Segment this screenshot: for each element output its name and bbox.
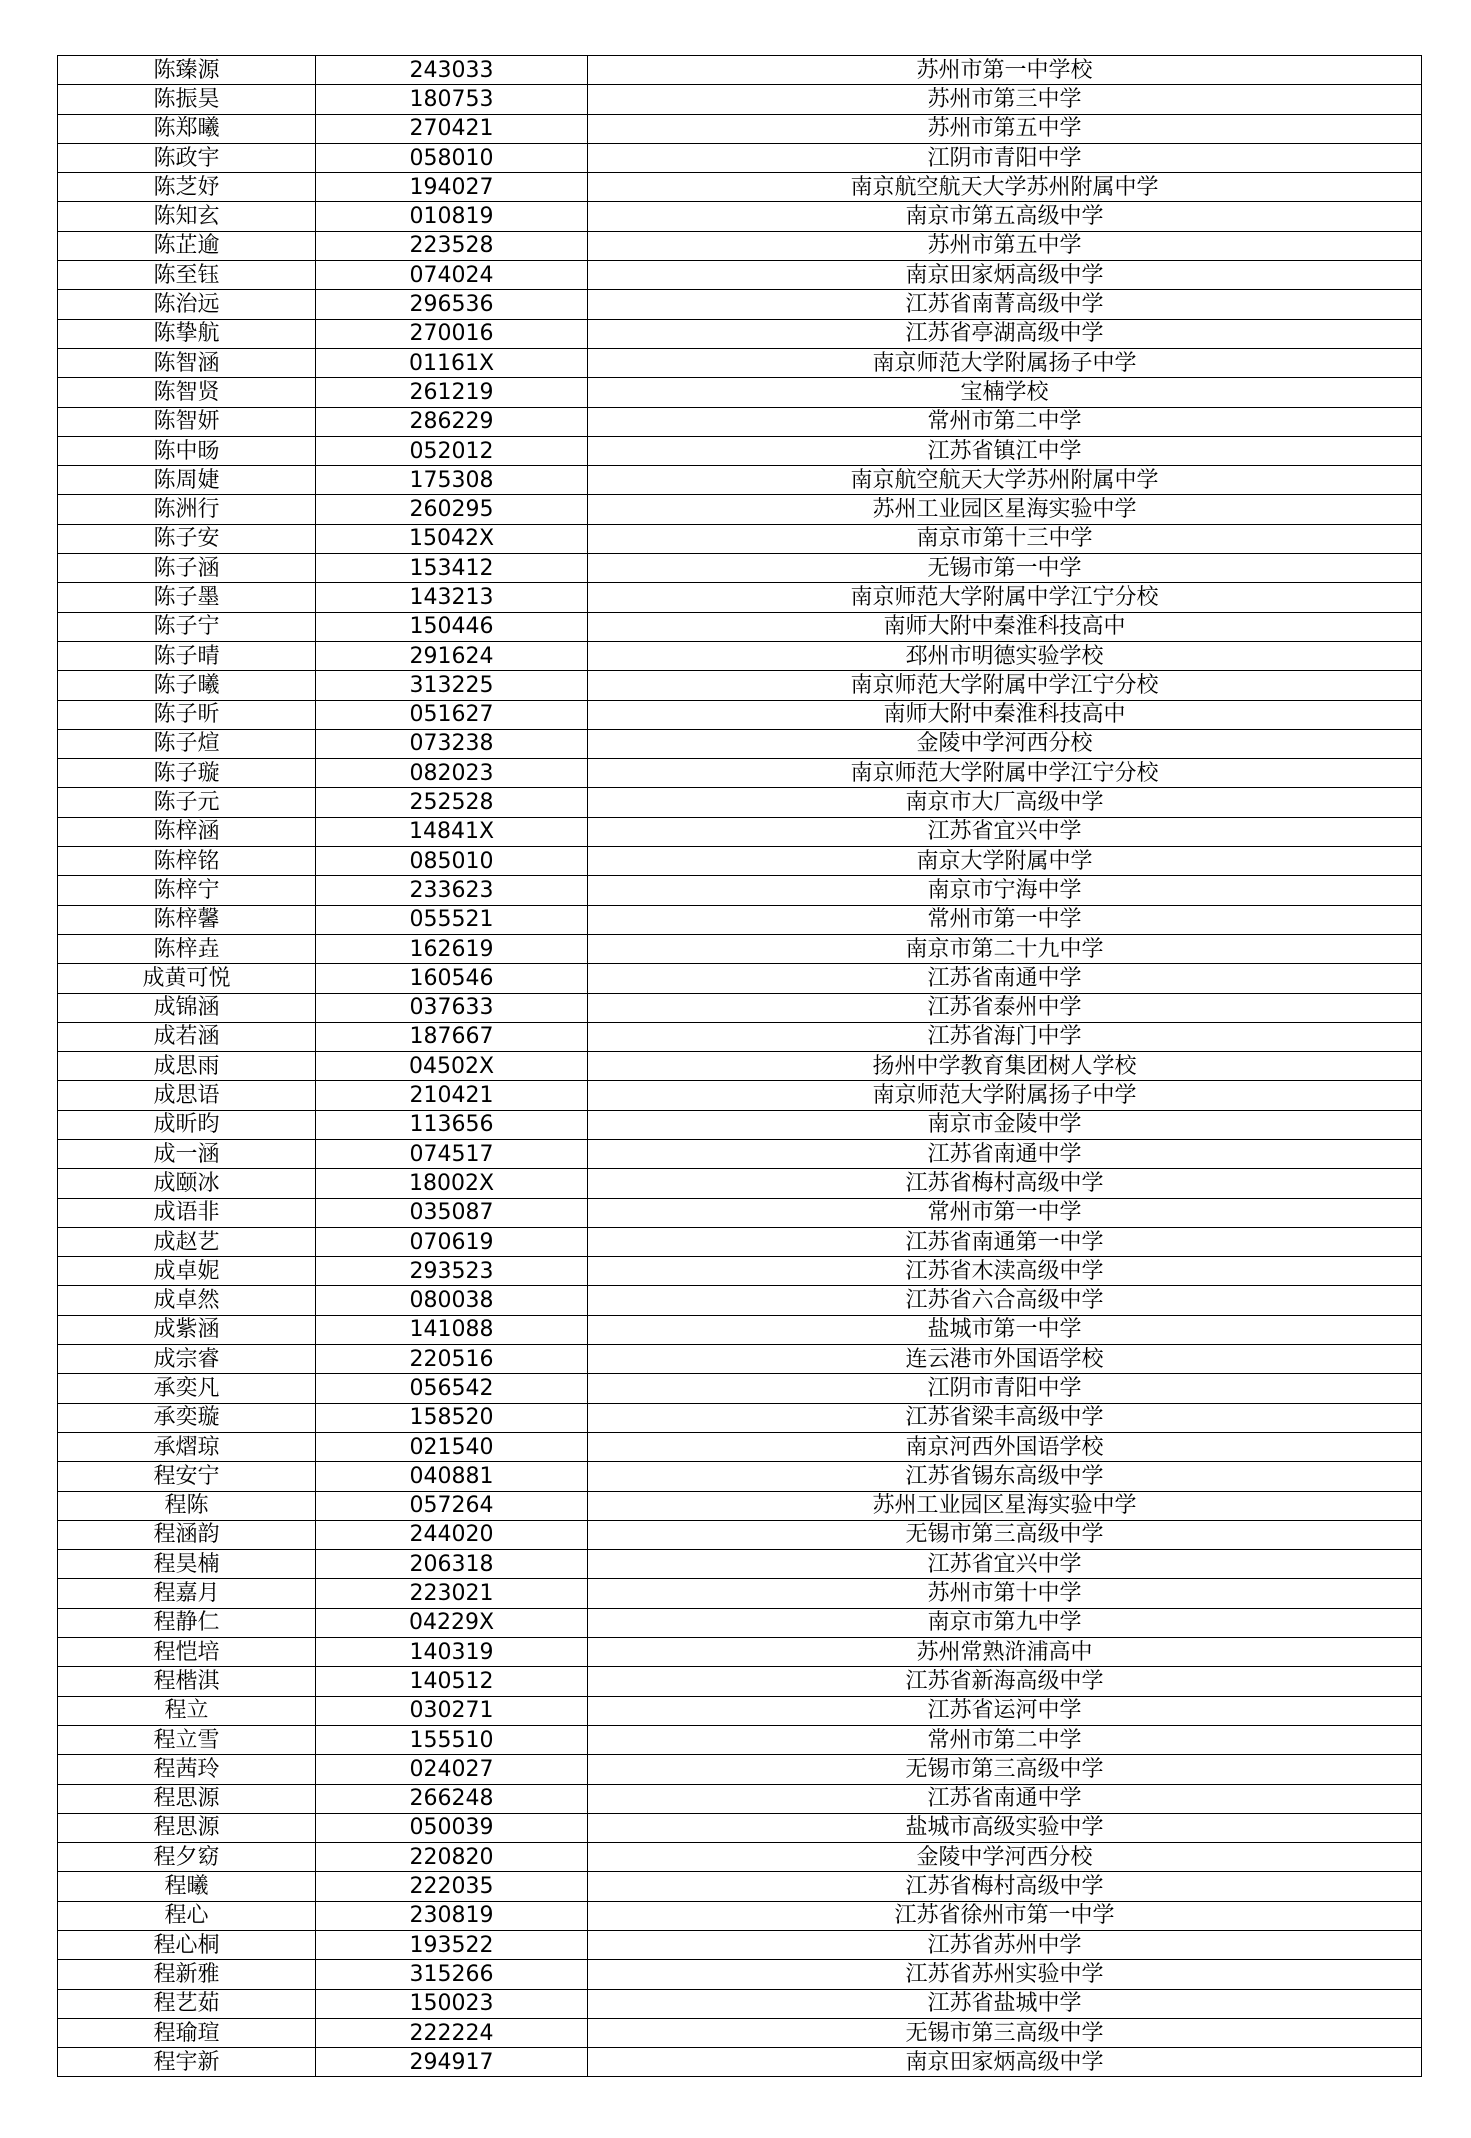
student-name-cell: 陈智妍: [58, 407, 316, 436]
student-id-cell: 155510: [316, 1725, 588, 1754]
student-name-cell: 陈子涵: [58, 554, 316, 583]
school-name-cell: 苏州市第五中学: [588, 231, 1422, 260]
table-row: [58, 1813, 1422, 1842]
school-name-cell: 宝楠学校: [588, 378, 1422, 407]
student-id-cell: 150023: [316, 1989, 588, 2018]
table-row: [58, 1843, 1422, 1872]
student-id-cell: 070619: [316, 1227, 588, 1256]
student-name-cell: 陈挚航: [58, 319, 316, 348]
school-name-cell: 江苏省徐州市第一中学: [588, 1901, 1422, 1930]
table-row: [58, 436, 1422, 465]
student-list-table: [57, 55, 1422, 2077]
student-id-cell: 270421: [316, 114, 588, 143]
table-row: [58, 173, 1422, 202]
student-id-cell: 230819: [316, 1901, 588, 1930]
student-name-cell: 程新雅: [58, 1960, 316, 1989]
school-name-cell: 南京市第十三中学: [588, 524, 1422, 553]
school-name-cell: 江苏省新海高级中学: [588, 1667, 1422, 1696]
table-row: [58, 1227, 1422, 1256]
table-row: [58, 1403, 1422, 1432]
school-name-cell: 无锡市第三高级中学: [588, 1520, 1422, 1549]
student-id-cell: 074517: [316, 1139, 588, 1168]
student-name-cell: 程瑜瑄: [58, 2018, 316, 2047]
student-name-cell: 程楷淇: [58, 1667, 316, 1696]
student-name-cell: 成卓妮: [58, 1257, 316, 1286]
table-row: [58, 1315, 1422, 1344]
student-name-cell: 陈芷逾: [58, 231, 316, 260]
student-id-cell: 140319: [316, 1638, 588, 1667]
school-name-cell: 苏州市第一中学校: [588, 56, 1422, 85]
student-id-cell: 140512: [316, 1667, 588, 1696]
student-id-cell: 223528: [316, 231, 588, 260]
school-name-cell: 江苏省亭湖高级中学: [588, 319, 1422, 348]
student-id-cell: 14841X: [316, 817, 588, 846]
student-id-cell: 055521: [316, 905, 588, 934]
student-name-cell: 程心桐: [58, 1931, 316, 1960]
school-name-cell: 江苏省南通中学: [588, 964, 1422, 993]
school-name-cell: 江苏省梅村高级中学: [588, 1872, 1422, 1901]
table-row: [58, 2048, 1422, 2077]
school-name-cell: 常州市第一中学: [588, 1198, 1422, 1227]
table-row: [58, 466, 1422, 495]
student-id-cell: 220516: [316, 1345, 588, 1374]
student-id-cell: 293523: [316, 1257, 588, 1286]
student-id-cell: 113656: [316, 1110, 588, 1139]
school-name-cell: 苏州市第十中学: [588, 1579, 1422, 1608]
student-id-cell: 15042X: [316, 524, 588, 553]
student-name-cell: 程曦: [58, 1872, 316, 1901]
student-name-cell: 程昊楠: [58, 1550, 316, 1579]
student-id-cell: 050039: [316, 1813, 588, 1842]
table-row: [58, 641, 1422, 670]
table-row: [58, 495, 1422, 524]
student-name-cell: 陈洲行: [58, 495, 316, 524]
student-name-cell: 成颐冰: [58, 1169, 316, 1198]
student-id-cell: 058010: [316, 143, 588, 172]
student-name-cell: 程陈: [58, 1491, 316, 1520]
table-row: [58, 1872, 1422, 1901]
student-name-cell: 程立雪: [58, 1725, 316, 1754]
table-row: [58, 1638, 1422, 1667]
student-name-cell: 陈子璇: [58, 759, 316, 788]
school-name-cell: 盐城市高级实验中学: [588, 1813, 1422, 1842]
student-name-cell: 陈知玄: [58, 202, 316, 231]
school-name-cell: 江苏省泰州中学: [588, 993, 1422, 1022]
table-row: [58, 612, 1422, 641]
table-row: [58, 348, 1422, 377]
table-row: [58, 1931, 1422, 1960]
school-name-cell: 南京师范大学附属中学江宁分校: [588, 583, 1422, 612]
student-name-cell: 程涵韵: [58, 1520, 316, 1549]
student-id-cell: 243033: [316, 56, 588, 85]
school-name-cell: 南京大学附属中学: [588, 847, 1422, 876]
table-row: [58, 1696, 1422, 1725]
table-row: [58, 788, 1422, 817]
student-id-cell: 222224: [316, 2018, 588, 2047]
student-id-cell: 040881: [316, 1462, 588, 1491]
table-row: [58, 583, 1422, 612]
school-name-cell: 邳州市明德实验学校: [588, 641, 1422, 670]
table-row: [58, 1345, 1422, 1374]
school-name-cell: 江苏省运河中学: [588, 1696, 1422, 1725]
student-name-cell: 成宗睿: [58, 1345, 316, 1374]
student-id-cell: 270016: [316, 319, 588, 348]
school-name-cell: 扬州中学教育集团树人学校: [588, 1052, 1422, 1081]
school-name-cell: 江苏省海门中学: [588, 1022, 1422, 1051]
student-name-cell: 程艺茹: [58, 1989, 316, 2018]
student-id-cell: 082023: [316, 759, 588, 788]
table-row: [58, 1462, 1422, 1491]
student-id-cell: 286229: [316, 407, 588, 436]
school-name-cell: 江苏省六合高级中学: [588, 1286, 1422, 1315]
table-row: [58, 1139, 1422, 1168]
student-id-cell: 150446: [316, 612, 588, 641]
student-id-cell: 141088: [316, 1315, 588, 1344]
student-id-cell: 074024: [316, 261, 588, 290]
school-name-cell: 南京市第二十九中学: [588, 934, 1422, 963]
student-id-cell: 296536: [316, 290, 588, 319]
school-name-cell: 常州市第二中学: [588, 407, 1422, 436]
table-row: [58, 817, 1422, 846]
table-row: [58, 202, 1422, 231]
table-row: [58, 1755, 1422, 1784]
school-name-cell: 常州市第二中学: [588, 1725, 1422, 1754]
student-id-cell: 260295: [316, 495, 588, 524]
student-name-cell: 程夕窈: [58, 1843, 316, 1872]
student-name-cell: 陈子晴: [58, 641, 316, 670]
student-id-cell: 080038: [316, 1286, 588, 1315]
student-id-cell: 233623: [316, 876, 588, 905]
student-id-cell: 051627: [316, 700, 588, 729]
student-name-cell: 承奕璇: [58, 1403, 316, 1432]
student-id-cell: 222035: [316, 1872, 588, 1901]
school-name-cell: 苏州工业园区星海实验中学: [588, 495, 1422, 524]
student-id-cell: 194027: [316, 173, 588, 202]
student-id-cell: 223021: [316, 1579, 588, 1608]
student-name-cell: 成卓然: [58, 1286, 316, 1315]
table-row: [58, 290, 1422, 319]
school-name-cell: 无锡市第三高级中学: [588, 2018, 1422, 2047]
table-row: [58, 1286, 1422, 1315]
table-row: [58, 671, 1422, 700]
student-id-cell: 01161X: [316, 348, 588, 377]
student-id-cell: 291624: [316, 641, 588, 670]
student-name-cell: 陈梓涵: [58, 817, 316, 846]
table-row: [58, 1432, 1422, 1461]
school-name-cell: 江苏省镇江中学: [588, 436, 1422, 465]
student-id-cell: 057264: [316, 1491, 588, 1520]
table-row: [58, 847, 1422, 876]
table-row: [58, 56, 1422, 85]
student-id-cell: 04229X: [316, 1608, 588, 1637]
student-id-cell: 261219: [316, 378, 588, 407]
table-row: [58, 1579, 1422, 1608]
student-name-cell: 陈梓宁: [58, 876, 316, 905]
table-row: [58, 729, 1422, 758]
school-name-cell: 江苏省宜兴中学: [588, 817, 1422, 846]
student-name-cell: 陈子昕: [58, 700, 316, 729]
student-name-cell: 程恺培: [58, 1638, 316, 1667]
table-row: [58, 905, 1422, 934]
student-name-cell: 成赵艺: [58, 1227, 316, 1256]
student-id-cell: 244020: [316, 1520, 588, 1549]
student-name-cell: 成思语: [58, 1081, 316, 1110]
school-name-cell: 江苏省南通中学: [588, 1784, 1422, 1813]
school-name-cell: 苏州市第三中学: [588, 85, 1422, 114]
student-id-cell: 037633: [316, 993, 588, 1022]
table-row: [58, 114, 1422, 143]
table-row: [58, 85, 1422, 114]
school-name-cell: 江苏省宜兴中学: [588, 1550, 1422, 1579]
school-name-cell: 江苏省南菁高级中学: [588, 290, 1422, 319]
student-name-cell: 陈至钰: [58, 261, 316, 290]
student-name-cell: 程思源: [58, 1784, 316, 1813]
student-id-cell: 315266: [316, 1960, 588, 1989]
student-name-cell: 陈中旸: [58, 436, 316, 465]
school-name-cell: 江苏省南通中学: [588, 1139, 1422, 1168]
school-name-cell: 南京师范大学附属中学江宁分校: [588, 759, 1422, 788]
school-name-cell: 南京航空航天大学苏州附属中学: [588, 173, 1422, 202]
table-row: [58, 2018, 1422, 2047]
table-row: [58, 524, 1422, 553]
student-name-cell: 陈梓垚: [58, 934, 316, 963]
table-row: [58, 1989, 1422, 2018]
table-row: [58, 700, 1422, 729]
student-name-cell: 程心: [58, 1901, 316, 1930]
table-row: [58, 1374, 1422, 1403]
student-id-cell: 035087: [316, 1198, 588, 1227]
school-name-cell: 苏州市第五中学: [588, 114, 1422, 143]
school-name-cell: 南京市第五高级中学: [588, 202, 1422, 231]
table-row: [58, 1608, 1422, 1637]
school-name-cell: 常州市第一中学: [588, 905, 1422, 934]
student-id-cell: 210421: [316, 1081, 588, 1110]
student-name-cell: 成思雨: [58, 1052, 316, 1081]
school-name-cell: 苏州工业园区星海实验中学: [588, 1491, 1422, 1520]
student-name-cell: 成紫涵: [58, 1315, 316, 1344]
school-name-cell: 南京河西外国语学校: [588, 1432, 1422, 1461]
school-name-cell: 南师大附中秦淮科技高中: [588, 612, 1422, 641]
table-row: [58, 1960, 1422, 1989]
student-name-cell: 成昕昀: [58, 1110, 316, 1139]
table-row: [58, 231, 1422, 260]
student-id-cell: 143213: [316, 583, 588, 612]
student-id-cell: 052012: [316, 436, 588, 465]
table-row: [58, 378, 1422, 407]
school-name-cell: 江苏省木渎高级中学: [588, 1257, 1422, 1286]
student-id-cell: 073238: [316, 729, 588, 758]
student-name-cell: 陈振昊: [58, 85, 316, 114]
school-name-cell: 南京田家炳高级中学: [588, 2048, 1422, 2077]
student-id-cell: 220820: [316, 1843, 588, 1872]
student-id-cell: 021540: [316, 1432, 588, 1461]
table-row: [58, 1725, 1422, 1754]
school-name-cell: 南京市宁海中学: [588, 876, 1422, 905]
student-id-cell: 04502X: [316, 1052, 588, 1081]
table-row: [58, 964, 1422, 993]
student-name-cell: 陈周婕: [58, 466, 316, 495]
table-body: [58, 56, 1422, 2077]
student-id-cell: 024027: [316, 1755, 588, 1784]
student-name-cell: 承熠琼: [58, 1432, 316, 1461]
student-id-cell: 193522: [316, 1931, 588, 1960]
student-id-cell: 18002X: [316, 1169, 588, 1198]
student-name-cell: 程安宁: [58, 1462, 316, 1491]
student-id-cell: 153412: [316, 554, 588, 583]
school-name-cell: 江苏省锡东高级中学: [588, 1462, 1422, 1491]
school-name-cell: 南京市大厂高级中学: [588, 788, 1422, 817]
school-name-cell: 南京师范大学附属扬子中学: [588, 348, 1422, 377]
student-id-cell: 056542: [316, 1374, 588, 1403]
student-name-cell: 成语非: [58, 1198, 316, 1227]
school-name-cell: 江苏省盐城中学: [588, 1989, 1422, 2018]
school-name-cell: 无锡市第三高级中学: [588, 1755, 1422, 1784]
student-name-cell: 陈治远: [58, 290, 316, 319]
table-row: [58, 1784, 1422, 1813]
student-name-cell: 程思源: [58, 1813, 316, 1842]
student-name-cell: 程茜玲: [58, 1755, 316, 1784]
table-row: [58, 1169, 1422, 1198]
student-name-cell: 陈智贤: [58, 378, 316, 407]
school-name-cell: 江苏省梁丰高级中学: [588, 1403, 1422, 1432]
student-name-cell: 陈郑曦: [58, 114, 316, 143]
student-id-cell: 313225: [316, 671, 588, 700]
school-name-cell: 连云港市外国语学校: [588, 1345, 1422, 1374]
school-name-cell: 金陵中学河西分校: [588, 1843, 1422, 1872]
student-name-cell: 陈政宇: [58, 143, 316, 172]
school-name-cell: 江苏省苏州中学: [588, 1931, 1422, 1960]
student-id-cell: 162619: [316, 934, 588, 963]
student-id-cell: 187667: [316, 1022, 588, 1051]
table-row: [58, 1022, 1422, 1051]
table-row: [58, 759, 1422, 788]
school-name-cell: 江苏省南通第一中学: [588, 1227, 1422, 1256]
student-name-cell: 陈子墨: [58, 583, 316, 612]
school-name-cell: 南师大附中秦淮科技高中: [588, 700, 1422, 729]
student-id-cell: 030271: [316, 1696, 588, 1725]
student-name-cell: 成一涵: [58, 1139, 316, 1168]
student-name-cell: 程嘉月: [58, 1579, 316, 1608]
student-name-cell: 陈臻源: [58, 56, 316, 85]
table-row: [58, 1520, 1422, 1549]
table-row: [58, 1081, 1422, 1110]
school-name-cell: 苏州常熟浒浦高中: [588, 1638, 1422, 1667]
school-name-cell: 江阴市青阳中学: [588, 1374, 1422, 1403]
table-row: [58, 1491, 1422, 1520]
table-row: [58, 993, 1422, 1022]
table-row: [58, 261, 1422, 290]
student-name-cell: 陈梓馨: [58, 905, 316, 934]
student-name-cell: 成若涵: [58, 1022, 316, 1051]
school-name-cell: 南京师范大学附属扬子中学: [588, 1081, 1422, 1110]
table-row: [58, 1257, 1422, 1286]
school-name-cell: 南京师范大学附属中学江宁分校: [588, 671, 1422, 700]
table-row: [58, 554, 1422, 583]
table-row: [58, 1110, 1422, 1139]
student-name-cell: 陈智涵: [58, 348, 316, 377]
table-row: [58, 1667, 1422, 1696]
student-name-cell: 陈子元: [58, 788, 316, 817]
school-name-cell: 盐城市第一中学: [588, 1315, 1422, 1344]
student-name-cell: 成黄可悦: [58, 964, 316, 993]
table-row: [58, 1052, 1422, 1081]
student-name-cell: 陈梓铭: [58, 847, 316, 876]
school-name-cell: 南京市第九中学: [588, 1608, 1422, 1637]
student-id-cell: 010819: [316, 202, 588, 231]
school-name-cell: 金陵中学河西分校: [588, 729, 1422, 758]
student-name-cell: 程立: [58, 1696, 316, 1725]
table-row: [58, 1198, 1422, 1227]
table-row: [58, 407, 1422, 436]
table-row: [58, 143, 1422, 172]
student-name-cell: 承奕凡: [58, 1374, 316, 1403]
student-id-cell: 252528: [316, 788, 588, 817]
school-name-cell: 南京田家炳高级中学: [588, 261, 1422, 290]
student-name-cell: 陈子安: [58, 524, 316, 553]
student-name-cell: 陈子曦: [58, 671, 316, 700]
student-id-cell: 158520: [316, 1403, 588, 1432]
table-row: [58, 1901, 1422, 1930]
student-name-cell: 陈子煊: [58, 729, 316, 758]
table-row: [58, 319, 1422, 348]
student-id-cell: 206318: [316, 1550, 588, 1579]
student-name-cell: 程静仁: [58, 1608, 316, 1637]
school-name-cell: 江苏省梅村高级中学: [588, 1169, 1422, 1198]
student-id-cell: 160546: [316, 964, 588, 993]
student-name-cell: 成锦涵: [58, 993, 316, 1022]
school-name-cell: 江阴市青阳中学: [588, 143, 1422, 172]
table-row: [58, 876, 1422, 905]
student-id-cell: 294917: [316, 2048, 588, 2077]
school-name-cell: 无锡市第一中学: [588, 554, 1422, 583]
student-name-cell: 陈芝妤: [58, 173, 316, 202]
student-id-cell: 180753: [316, 85, 588, 114]
school-name-cell: 南京市金陵中学: [588, 1110, 1422, 1139]
student-id-cell: 085010: [316, 847, 588, 876]
table-row: [58, 934, 1422, 963]
student-id-cell: 175308: [316, 466, 588, 495]
student-id-cell: 266248: [316, 1784, 588, 1813]
student-name-cell: 陈子宁: [58, 612, 316, 641]
table-row: [58, 1550, 1422, 1579]
school-name-cell: 南京航空航天大学苏州附属中学: [588, 466, 1422, 495]
school-name-cell: 江苏省苏州实验中学: [588, 1960, 1422, 1989]
student-name-cell: 程宇新: [58, 2048, 316, 2077]
